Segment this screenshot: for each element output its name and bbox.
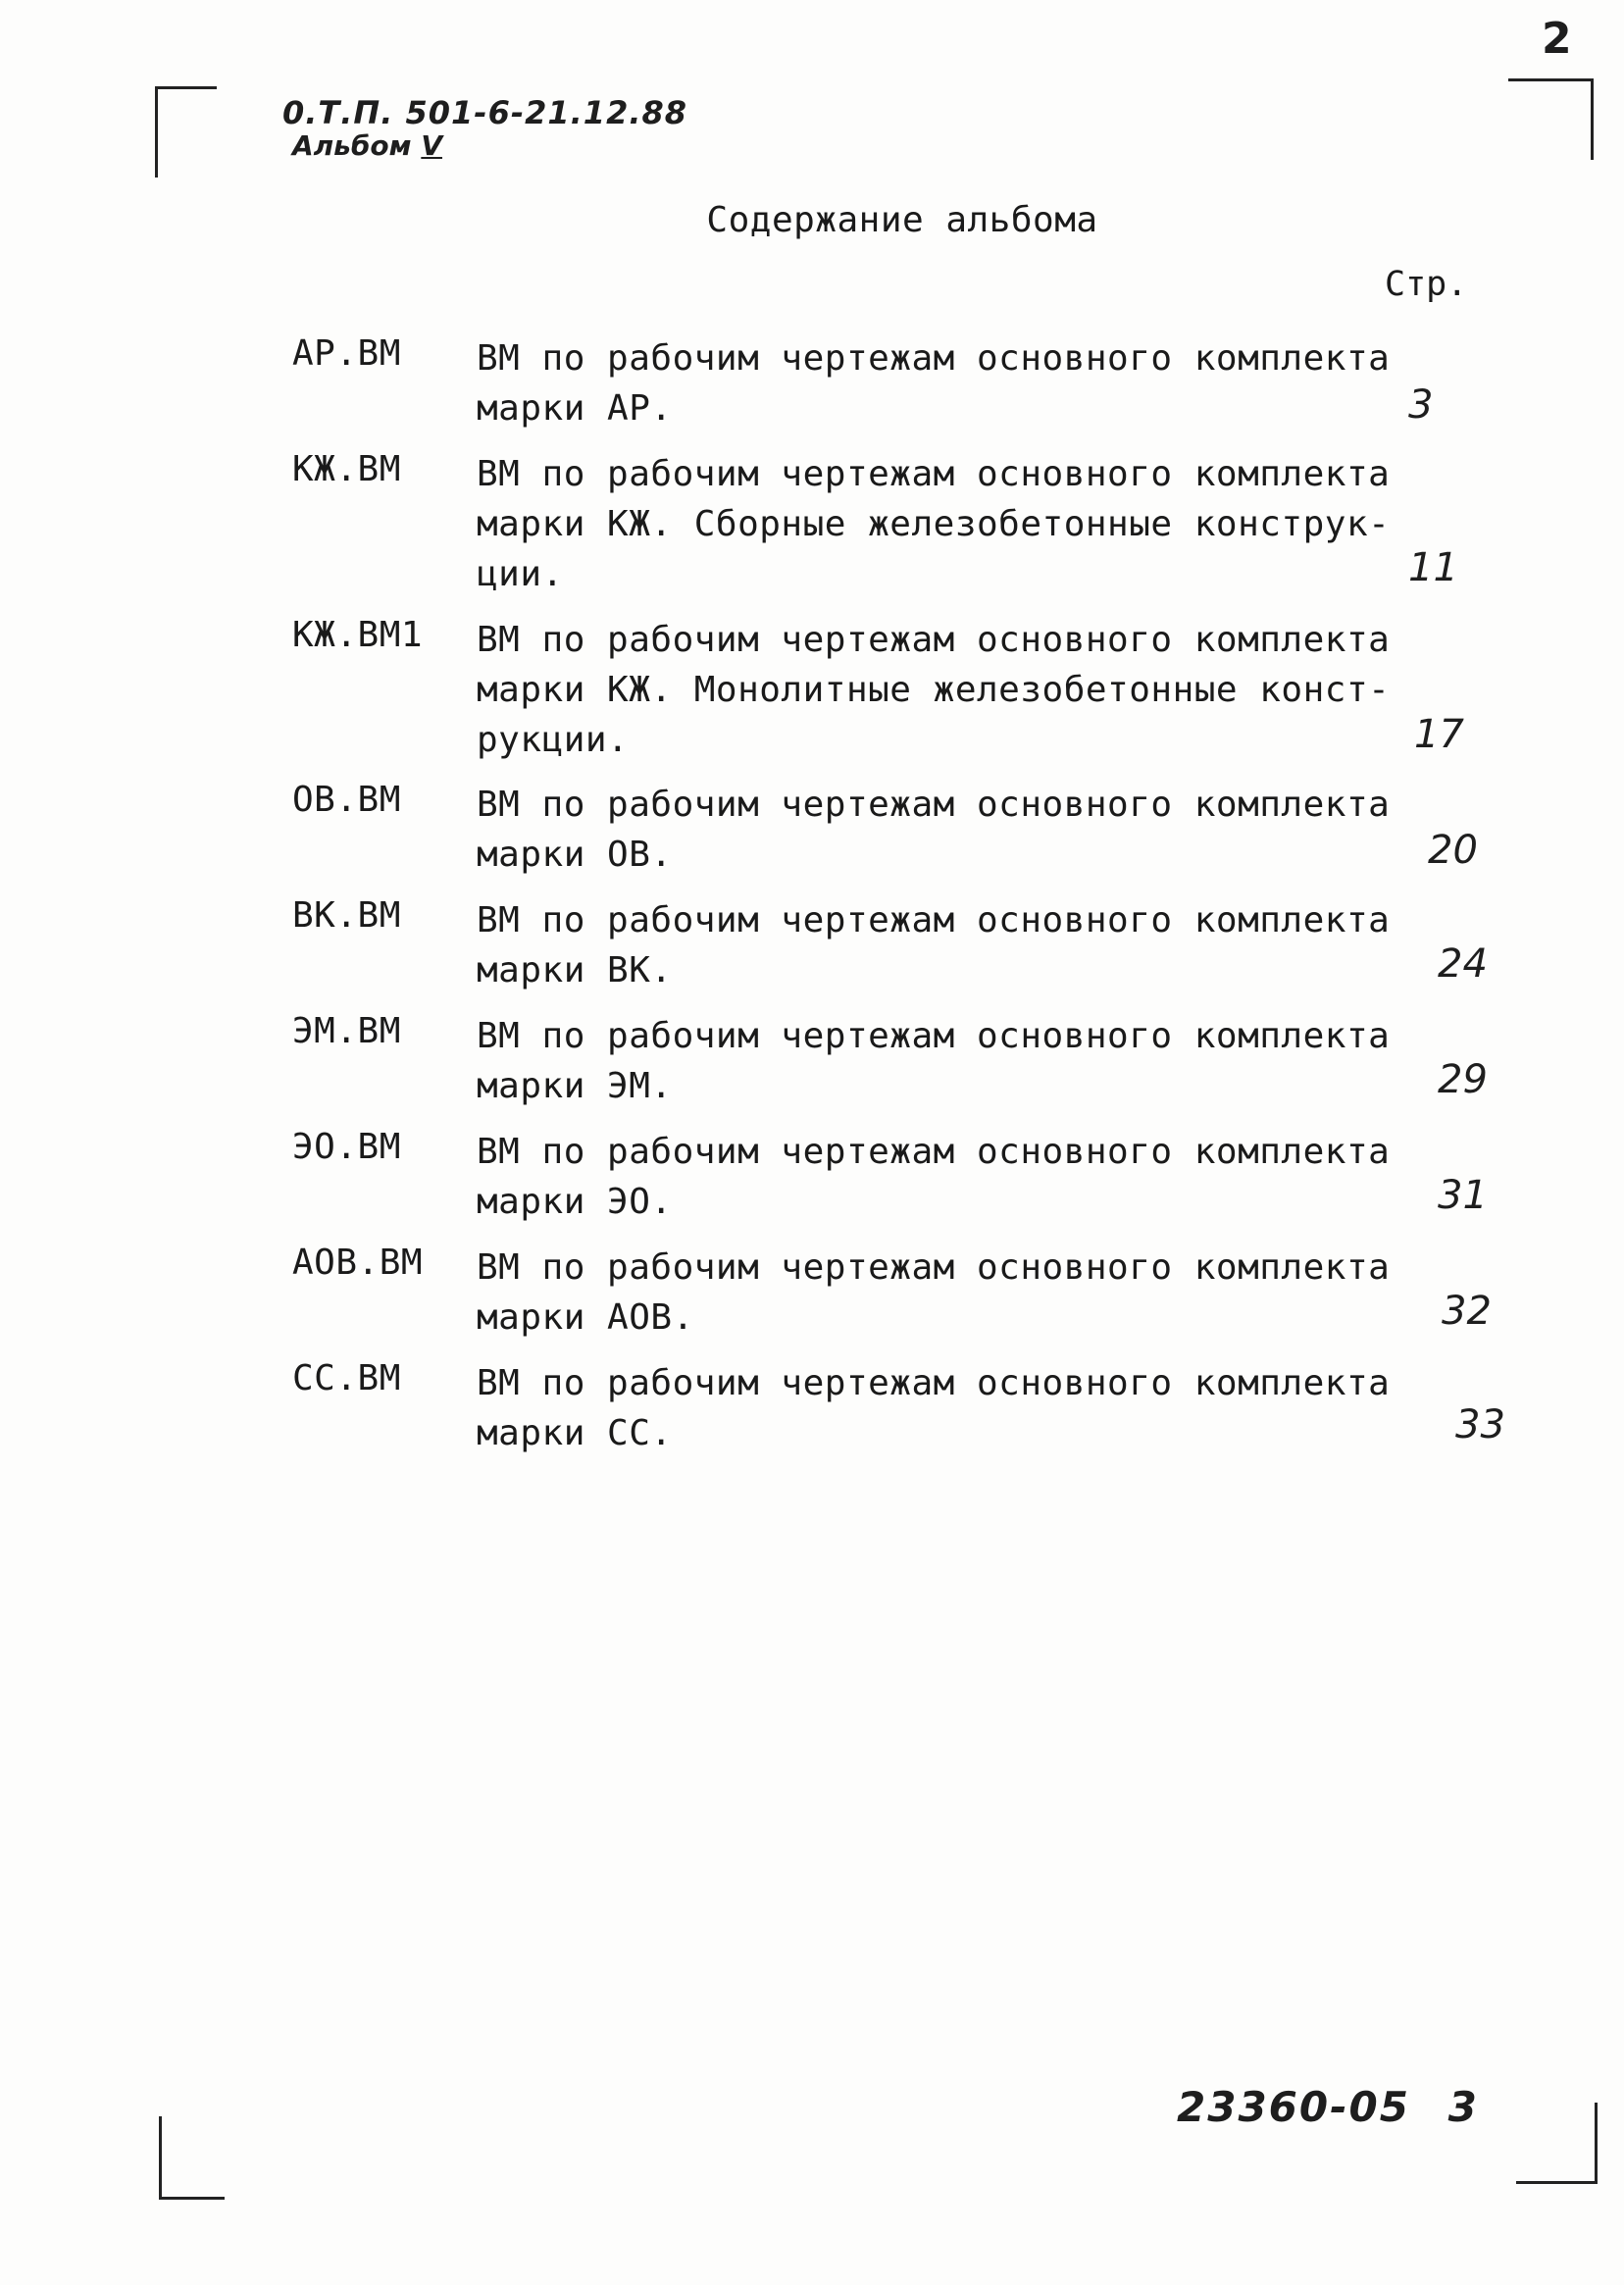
footer-page-number: 3 (1447, 2083, 1479, 2131)
toc-entry-description-line: ВМ по рабочим чертежам основного комплекта (477, 1132, 1391, 1172)
toc-entry-description-line: ВМ по рабочим чертежам основного комплекта (477, 900, 1391, 940)
corner-mark-top-left (155, 86, 217, 178)
toc-entry-description (477, 615, 1391, 765)
toc-entry-page-number: 20 (1428, 828, 1478, 873)
toc-entry-code: ЭМ.ВМ (292, 1011, 401, 1051)
toc-entry-page-number: 11 (1408, 545, 1458, 590)
toc-entry-description-line: марки ВК. (477, 950, 673, 990)
toc-entry-description (477, 1243, 1391, 1343)
toc-entry-description-line: марки СС. (477, 1413, 673, 1453)
toc-entry-description-line: ции. (477, 554, 564, 594)
corner-mark-top-right (1508, 78, 1594, 160)
album-word: Альбом (292, 129, 412, 162)
toc-entry-description (477, 1127, 1391, 1227)
toc-entry-description-line: марки ЭМ. (477, 1066, 673, 1106)
toc-entry-description (477, 1358, 1391, 1458)
toc-entry-description-line: ВМ по рабочим чертежам основного комплекта (477, 620, 1391, 660)
toc-entry-description (477, 449, 1391, 599)
toc-entry-code: ЭО.ВМ (292, 1127, 401, 1167)
toc-entry-page-number: 17 (1414, 712, 1464, 757)
toc-entry-description (477, 895, 1391, 995)
footer-code (1177, 2083, 1479, 2131)
footer-document-code: 23360-05 (1177, 2083, 1410, 2131)
toc-entry-description-line: марки АОВ. (477, 1297, 694, 1338)
toc-entry-code: АР.ВМ (292, 333, 401, 374)
document-code: 0.Т.П. 501-6-21.12.88 (282, 94, 688, 131)
toc-entry-description-line: марки ОВ. (477, 835, 673, 875)
toc-entry-code: СС.ВМ (292, 1358, 401, 1398)
toc-entry-code: КЖ.ВМ (292, 449, 401, 489)
toc-entry-description-line: марки ЭО. (477, 1182, 673, 1222)
toc-entry-page-number: 31 (1438, 1173, 1488, 1218)
page-column-header: Стр. (1385, 265, 1468, 304)
toc-entry-description-line: марки АР. (477, 388, 673, 429)
toc-entry-description-line: рукции. (477, 720, 630, 760)
toc-entry-page-number: 33 (1455, 1402, 1505, 1447)
album-label (292, 129, 442, 162)
toc-entry-description-line: ВМ по рабочим чертежам основного комплекта (477, 454, 1391, 494)
toc-entry-description (477, 1011, 1391, 1111)
corner-mark-bottom-left (159, 2116, 225, 2200)
toc-entry-description-line: ВМ по рабочим чертежам основного комплекта (477, 1016, 1391, 1056)
toc-entry-description (477, 333, 1391, 433)
toc-entry-description-line: ВМ по рабочим чертежам основного комплекта (477, 1363, 1391, 1403)
toc-entry-page-number: 3 (1408, 382, 1434, 428)
toc-entry-page-number: 24 (1438, 941, 1488, 987)
toc-entry-code: АОВ.ВМ (292, 1243, 424, 1283)
toc-entry-code: КЖ.ВМ1 (292, 615, 424, 655)
toc-entry-description-line: ВМ по рабочим чертежам основного комплекта (477, 338, 1391, 379)
toc-entry-description-line: ВМ по рабочим чертежам основного комплекта (477, 785, 1391, 825)
toc-entry-description (477, 780, 1391, 880)
toc-entry-page-number: 29 (1438, 1057, 1488, 1102)
toc-entry-description-line: марки КЖ. Монолитные железобетонные конст- (477, 670, 1391, 710)
album-number: V (421, 129, 442, 162)
sheet-number: 2 (1542, 14, 1572, 64)
toc-entry-code: ОВ.ВМ (292, 780, 401, 820)
page-title: Содержание альбома (706, 200, 1098, 240)
toc-entry-page-number: 32 (1442, 1289, 1492, 1334)
toc-entry-code: ВК.ВМ (292, 895, 401, 936)
toc-entry-description-line: ВМ по рабочим чертежам основного комплекта (477, 1247, 1391, 1288)
corner-mark-bottom-right (1516, 2103, 1598, 2184)
toc-entry-description-line: марки КЖ. Сборные железобетонные конструк- (477, 504, 1391, 544)
